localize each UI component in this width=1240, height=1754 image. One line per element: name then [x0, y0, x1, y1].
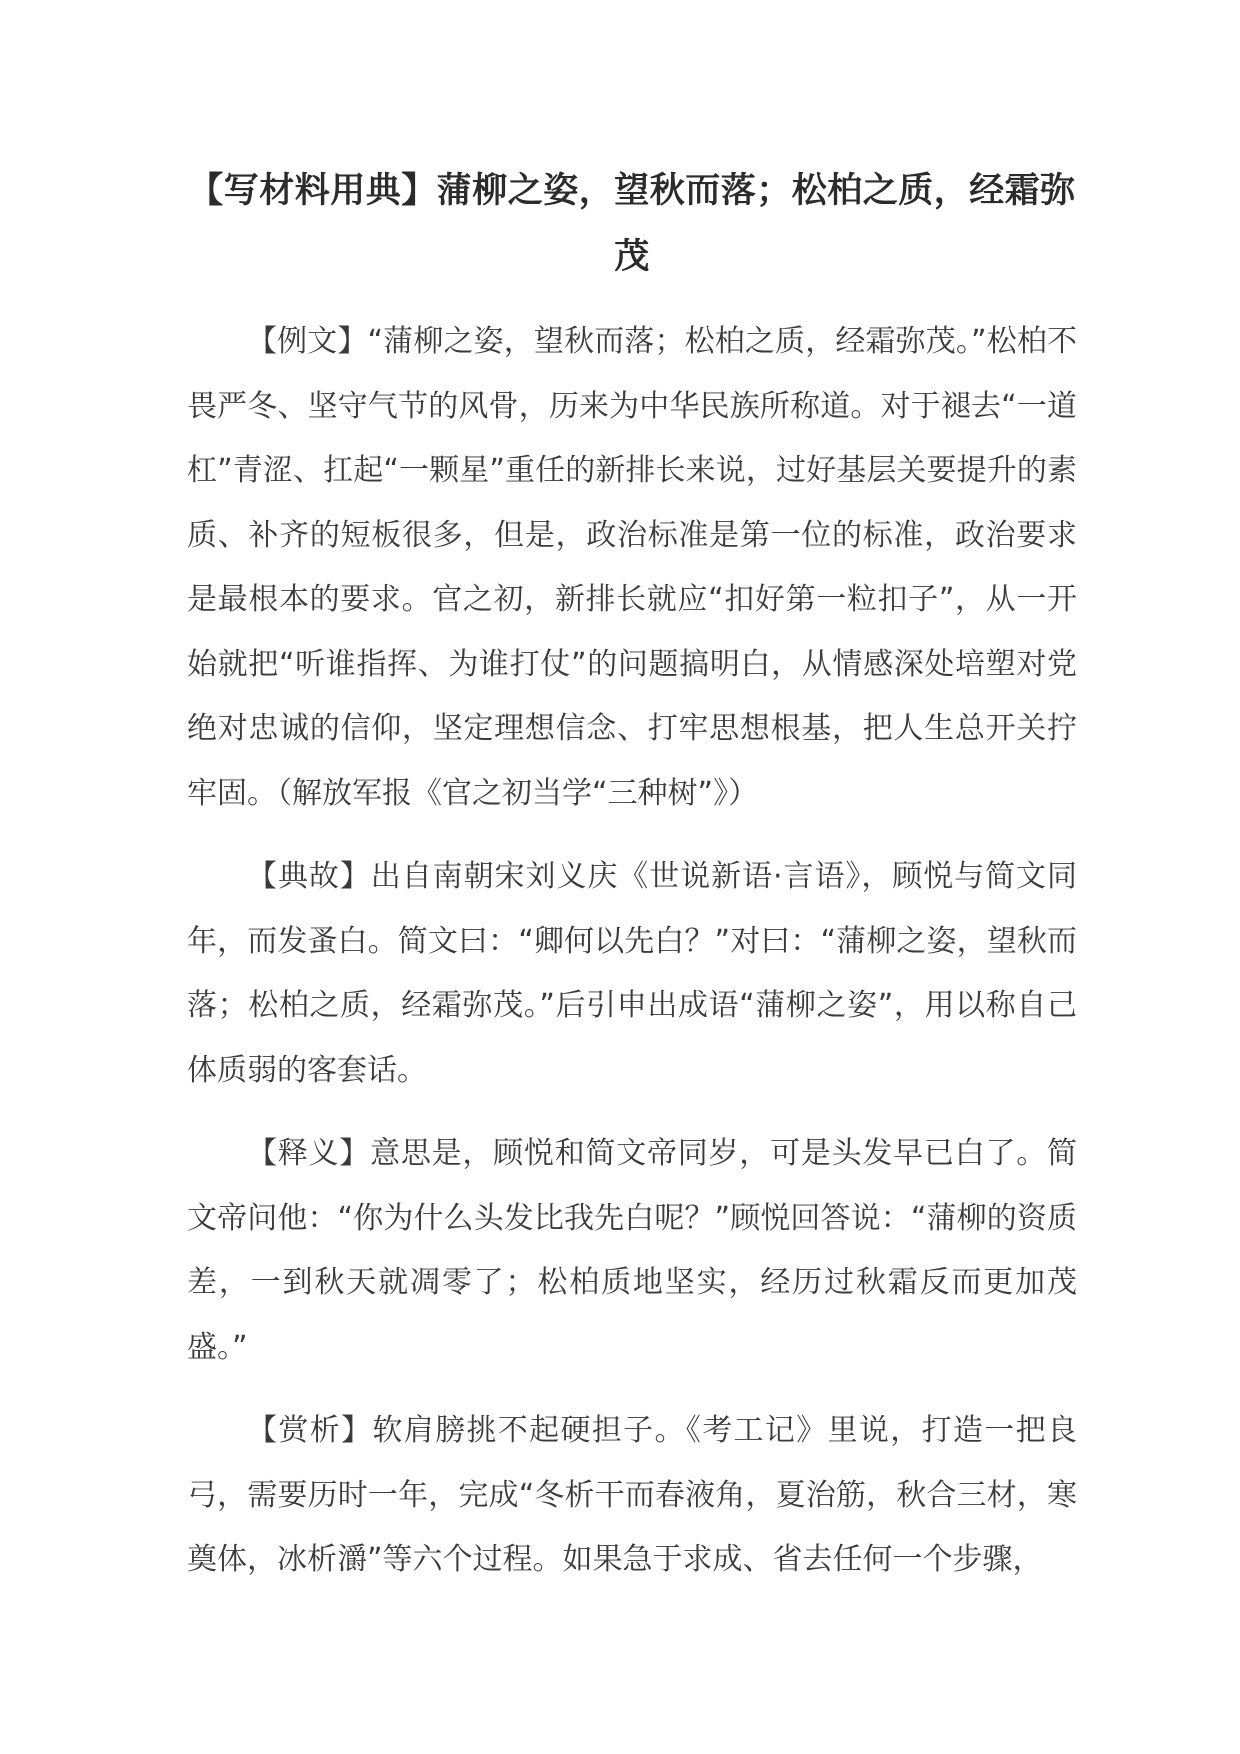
document-title: 【写材料用典】蒲柳之姿，望秋而落；松柏之质，经霜弥茂	[188, 171, 1076, 277]
document-page	[187, 158, 1077, 1612]
paragraph-example: 【例文】“蒲柳之姿，望秋而落；松柏之质，经霜弥茂。”松柏不畏严冬、坚守气节的风骨，历来为中华民族所称道。对于褪去“一道杠”青涩、扛起“一颗星”重任的新排长来说，过好基层关要提升的素质、补齐的短板很多，但是，政治标准是第一位的标准，政治要求是最根本的要求。官之初，新排长就应“扣好第一粒扣子”，从一开始就把“听谁指挥、为谁打仗”的问题搞明白，从情感深处培塑对党绝对忠诚的信仰，坚定理想信念、打牢思想根基，把人生总开关拧牢固。（解放军报《官之初当学“三种树”》）	[187, 324, 1077, 811]
paragraph-allusion: 【典故】出自南朝宋刘义庆《世说新语·言语》，顾悦与简文同年，而发蚤白。简文曰：“卿何以先白？”对曰：“蒲柳之姿，望秋而落；松柏之质，经霜弥茂。”后引申出成语“蒲柳之姿”，用以称自己体质弱的客套话。	[187, 859, 1077, 1088]
paragraph-appreciation: 【赏析】软肩膀挑不起硬担子。《考工记》里说，打造一把良弓，需要历时一年，完成“冬析干而春液角，夏治筋，秋合三材，寒奠体，冰析灂”等六个过程。如果急于求成、省去任何一个步骤，	[187, 1413, 1077, 1577]
paragraph-meaning: 【释义】意思是，顾悦和简文帝同岁，可是头发早已白了。简文帝问他：“你为什么头发比我先白呢？”顾悦回答说：“蒲柳的资质差，一到秋天就凋零了；松柏质地坚实，经历过秋霜反而更加茂盛。”	[187, 1136, 1077, 1365]
